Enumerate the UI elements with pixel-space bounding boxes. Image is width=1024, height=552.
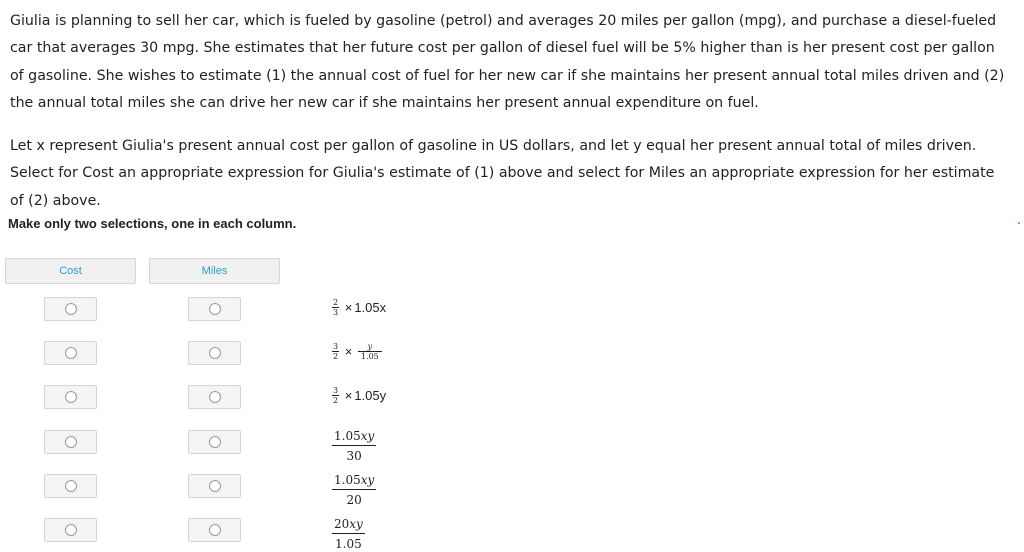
option-2-term-numerator: y [358,342,382,352]
radio-circle-icon [209,303,221,315]
radio-circle-icon [209,480,221,492]
option-6-numerator [332,517,365,534]
radio-circle-icon [209,347,221,359]
radio-circle-icon [65,347,77,359]
option-2-term-denominator: 1.05 [360,352,379,361]
miles-radio-option-4[interactable] [188,430,241,454]
miles-radio-option-1[interactable] [188,297,241,321]
cost-radio-option-2[interactable] [44,341,97,365]
option-4-denominator: 30 [346,449,362,463]
answer-row-6 [0,515,600,551]
answer-row-1 [0,294,600,324]
option-5-variables: xy [360,473,375,487]
option-3-term: 1.05y [354,388,387,403]
option-4-variables: xy [360,429,375,443]
option-4-coefficient: 1.05 [334,429,361,443]
answer-row-2 [0,338,600,368]
miles-radio-option-3[interactable] [188,385,241,409]
question-stem-paragraph-1: Giulia is planning to sell her car, which is fueled by gasoline (petrol) and averages 20 miles per gallon (mpg), and purchase a diesel-fueled car that averages 30 mpg. She estimates that her future cost per gallon of diesel fuel will be 5% higher than is her present cost per gallon of gasoline. She wishes to estimate (1) the annual cost of fuel for her new car if she maintains her present annual total miles driven and (2) the annual total miles she can drive her new car if she maintains her present annual expenditure on fuel. [10,13,1005,112]
option-3-denominator: 2 [333,396,339,405]
answer-row-4 [0,427,600,463]
radio-circle-icon [209,436,221,448]
option-6-variables: xy [349,517,363,531]
miles-radio-option-5[interactable] [188,474,241,498]
option-1-times: × [344,300,353,315]
option-2-term-fraction [358,342,382,361]
answer-row-5 [0,471,600,507]
question-stem-paragraph-2: Let x represent Giulia's present annual cost per gallon of gasoline in US dollars, and let y equal her present annual total of miles driven. Select for Cost an appropriate expression for Giulia's estimate of (1) above and select for Miles an appropriate expression for her estimate of (2) above. [10,138,995,209]
option-6-fraction [332,517,365,551]
option-3-fraction [332,386,339,405]
option-6-coefficient: 20 [334,517,350,531]
option-5-denominator: 20 [346,493,362,507]
cost-radio-option-1[interactable] [44,297,97,321]
option-expression-5 [332,473,376,507]
option-2-times: × [344,344,353,359]
option-5-numerator [332,473,376,490]
radio-circle-icon [65,436,77,448]
option-2-denominator: 2 [333,352,339,361]
radio-circle-icon [209,391,221,403]
option-4-fraction [332,429,376,463]
radio-circle-icon [65,480,77,492]
option-5-coefficient: 1.05 [334,473,361,487]
miles-radio-option-2[interactable] [188,341,241,365]
option-3-times: × [344,388,353,403]
miles-radio-option-6[interactable] [188,518,241,542]
radio-circle-icon [65,391,77,403]
option-4-numerator [332,429,376,446]
answer-row-3 [0,382,600,412]
option-1-numerator: 2 [333,298,339,307]
option-2-numerator: 3 [333,342,339,351]
option-expression-4 [332,429,376,463]
option-3-numerator: 3 [333,386,339,395]
option-expression-3 [332,386,388,405]
radio-circle-icon [65,524,77,536]
option-1-denominator: 3 [333,308,339,317]
column-header-cost: Cost [5,258,136,284]
option-6-denominator: 1.05 [335,537,362,551]
cost-radio-option-4[interactable] [44,430,97,454]
option-1-term: 1.05x [354,300,387,315]
cost-radio-option-6[interactable] [44,518,97,542]
option-expression-1 [332,298,388,317]
selection-instruction: Make only two selections, one in each column. [8,216,297,231]
radio-circle-icon [209,524,221,536]
radio-circle-icon [65,303,77,315]
option-1-fraction [332,298,339,317]
cost-radio-option-3[interactable] [44,385,97,409]
option-2-fraction [332,342,339,361]
option-5-fraction [332,473,376,507]
column-header-miles: Miles [149,258,280,284]
cost-radio-option-5[interactable] [44,474,97,498]
option-expression-2 [332,342,382,361]
option-expression-6 [332,517,365,551]
accent-dot [1018,222,1020,224]
